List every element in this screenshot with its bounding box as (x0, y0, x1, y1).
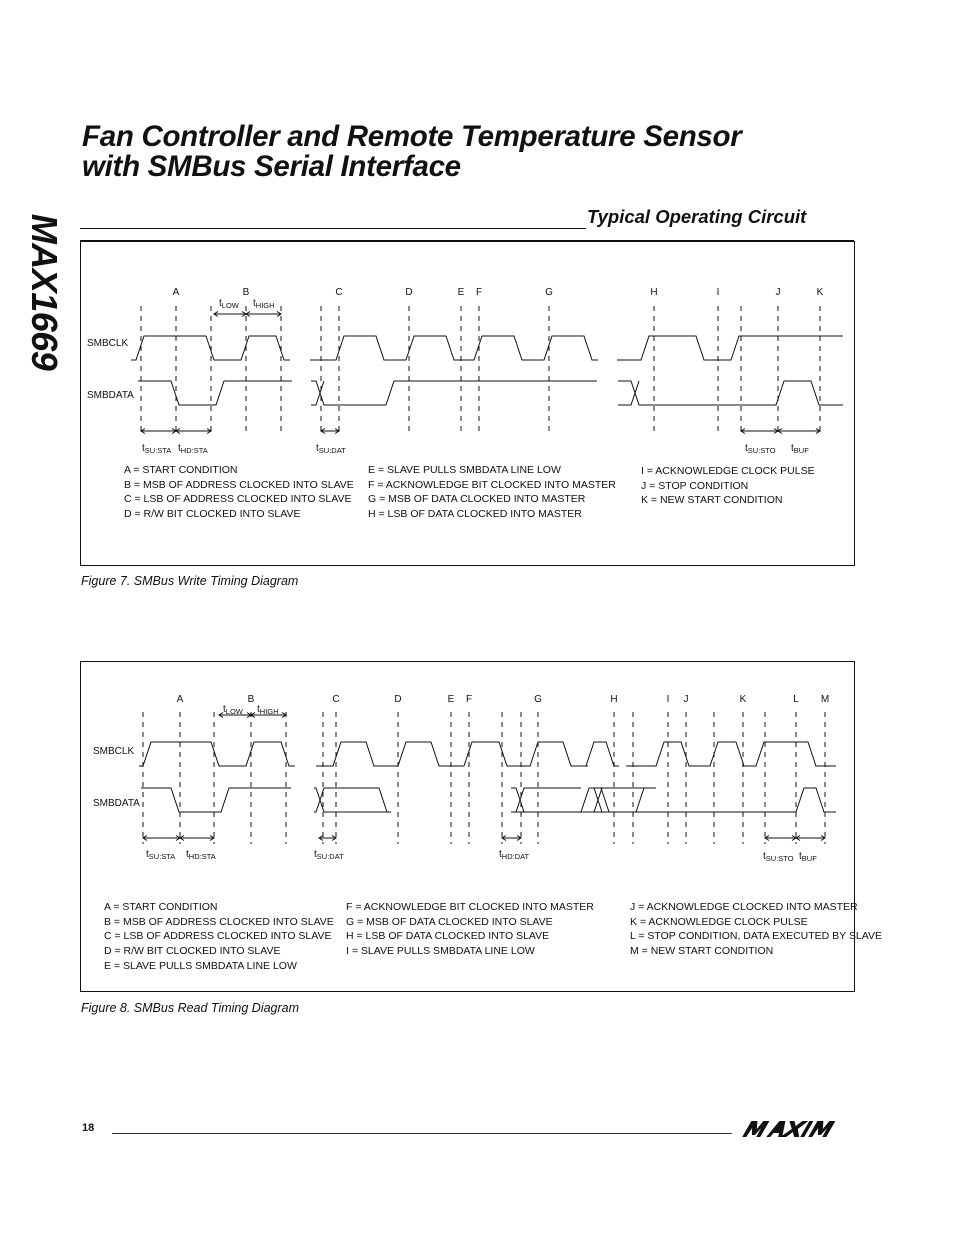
thigh-label: $t_{HIGH}$ (257, 704, 279, 716)
legend-item: E = SLAVE PULLS SMBDATA LINE LOW (368, 464, 561, 476)
thigh-label: $t_{HIGH}$ (253, 298, 275, 310)
maxim-logo-graphic (738, 1113, 854, 1141)
tbuf-label: $t_{BUF}$ (799, 851, 817, 863)
smbdata-waveform-2b (314, 788, 387, 812)
marker-M: M (820, 694, 830, 705)
marker-D: D (405, 287, 413, 298)
smbdata-label: SMBDATA (87, 390, 134, 401)
legend-item: A = START CONDITION (124, 464, 238, 476)
marker-B: B (247, 694, 255, 705)
legend-item: D = R/W BIT CLOCKED INTO SLAVE (124, 508, 301, 521)
smbclk-label: SMBCLK (87, 338, 129, 349)
tsusto-label: $t_{SU:STO}$ (745, 443, 776, 455)
page-title-line-1: Fan Controller and Remote Temperature Sensor (82, 120, 742, 153)
legend-item: J = STOP CONDITION (641, 479, 749, 492)
legend-item: I = SLAVE PULLS SMBDATA LINE LOW (346, 945, 535, 958)
smbdata-waveform-3 (618, 381, 843, 405)
marker-J: J (775, 287, 781, 298)
legend-item: F = ACKNOWLEDGE BIT CLOCKED INTO MASTER (346, 901, 594, 913)
tlow-label: $t_{LOW}$ (219, 298, 239, 310)
marker-J: J (683, 694, 689, 705)
marker-A: A (172, 287, 180, 298)
figure-7-legend-col-3 (641, 464, 815, 508)
smbdata-waveform-2a (314, 788, 391, 812)
side-part-number (24, 212, 65, 372)
figure-7-box (80, 241, 855, 566)
legend-item: G = MSB OF DATA CLOCKED INTO MASTER (368, 493, 586, 506)
marker-D: D (394, 694, 402, 705)
smbdata-waveform-1 (141, 788, 291, 812)
smbdata-label: SMBDATA (93, 798, 140, 809)
legend-item: B = MSB OF ADDRESS CLOCKED INTO SLAVE (104, 915, 334, 928)
tsusto-label: $t_{SU:STO}$ (763, 851, 794, 863)
smbdata-rise (594, 788, 629, 812)
tsusta-label: $t_{SU:STA}$ (142, 443, 172, 455)
page-title-line-2: with SMBus Serial Interface (82, 150, 461, 183)
smbclk-label: SMBCLK (93, 746, 135, 757)
smbdata-cross (581, 788, 589, 812)
legend-item: J = ACKNOWLEDGE CLOCKED INTO MASTER (630, 901, 858, 913)
smbclk-waveform-1 (139, 742, 295, 766)
legend-item: H = LSB OF DATA CLOCKED INTO MASTER (368, 508, 582, 521)
thdsta-label: $t_{HD:STA}$ (178, 443, 208, 455)
marker-H: H (610, 694, 618, 705)
smbdata-waveform-2c (511, 788, 581, 812)
smbclk-waveform-2 (310, 336, 598, 360)
figure-8-legend-col-2 (346, 900, 594, 959)
figure-7-legend-col-1 (124, 463, 354, 522)
footer-rule (112, 1133, 732, 1134)
marker-C: C (332, 694, 340, 705)
page-title (82, 122, 882, 182)
maxim-logo (738, 1113, 854, 1146)
smbdata-waveform-2 (311, 381, 597, 405)
marker-E: E (457, 287, 465, 298)
marker-G: G (545, 287, 553, 298)
tlow-label: $t_{LOW}$ (223, 704, 243, 716)
marker-C: C (335, 287, 343, 298)
marker-K: K (816, 287, 824, 298)
marker-E: E (447, 694, 455, 705)
smbclk-waveform-3 (617, 336, 843, 360)
page-number: 18 (82, 1122, 95, 1134)
tsusta-label: $t_{SU:STA}$ (146, 849, 176, 861)
marker-I: I (666, 694, 670, 705)
legend-item: C = LSB OF ADDRESS CLOCKED INTO SLAVE (124, 493, 352, 506)
legend-item: H = LSB OF DATA CLOCKED INTO SLAVE (346, 930, 550, 943)
legend-item: G = MSB OF DATA CLOCKED INTO SLAVE (346, 915, 553, 928)
legend-item: B = MSB OF ADDRESS CLOCKED INTO SLAVE (124, 478, 354, 491)
section-heading: Typical Operating Circuit (587, 206, 807, 227)
marker-H: H (650, 287, 658, 298)
smbclk-waveform-3 (626, 742, 836, 766)
tbuf-label: $t_{BUF}$ (791, 443, 809, 455)
thddat-label: $t_{HD:DAT}$ (499, 849, 530, 861)
legend-item: I = ACKNOWLEDGE CLOCK PULSE (641, 465, 815, 477)
marker-A: A (176, 694, 184, 705)
tsudat-label: $t_{SU:DAT}$ (316, 443, 346, 455)
legend-item: K = NEW START CONDITION (641, 494, 783, 507)
figure-7-legend-col-2 (368, 463, 616, 522)
figure-8-box (80, 661, 882, 992)
legend-item: K = ACKNOWLEDGE CLOCK PULSE (630, 915, 808, 928)
legend-item: A = START CONDITION (104, 901, 218, 913)
smbdata-waveform-1 (138, 381, 292, 405)
marker-L: L (793, 694, 799, 705)
figure-8-legend-col-3 (630, 900, 882, 959)
figure-7-caption: Figure 7. SMBus Write Timing Diagram (81, 574, 299, 588)
thdsta-label: $t_{HD:STA}$ (186, 849, 216, 861)
side-part-number-text: MAX1669 (24, 213, 65, 371)
smbclk-waveform-2 (316, 742, 619, 766)
marker-G: G (534, 694, 542, 705)
legend-item: E = SLAVE PULLS SMBDATA LINE LOW (104, 959, 297, 972)
marker-F: F (465, 694, 473, 705)
marker-K: K (739, 694, 747, 705)
smbdata-waveform-3 (656, 788, 836, 812)
marker-B: B (242, 287, 250, 298)
legend-item: M = NEW START CONDITION (630, 945, 774, 958)
smbdata-fall2 (594, 788, 609, 812)
legend-item: C = LSB OF ADDRESS CLOCKED INTO SLAVE (104, 930, 332, 943)
legend-item: F = ACKNOWLEDGE BIT CLOCKED INTO MASTER (368, 478, 616, 491)
figure-8-caption: Figure 8. SMBus Read Timing Diagram (81, 1001, 300, 1015)
legend-item: D = R/W BIT CLOCKED INTO SLAVE (104, 945, 281, 958)
tsudat-label: $t_{SU:DAT}$ (314, 849, 344, 861)
figure-8-legend-col-1 (104, 900, 334, 974)
marker-I: I (716, 287, 720, 298)
marker-F: F (475, 287, 483, 298)
smbdata-waveform-3b (618, 381, 639, 405)
legend-item: L = STOP CONDITION, DATA EXECUTED BY SLAVE (630, 930, 882, 943)
section-rule-top (80, 228, 586, 229)
